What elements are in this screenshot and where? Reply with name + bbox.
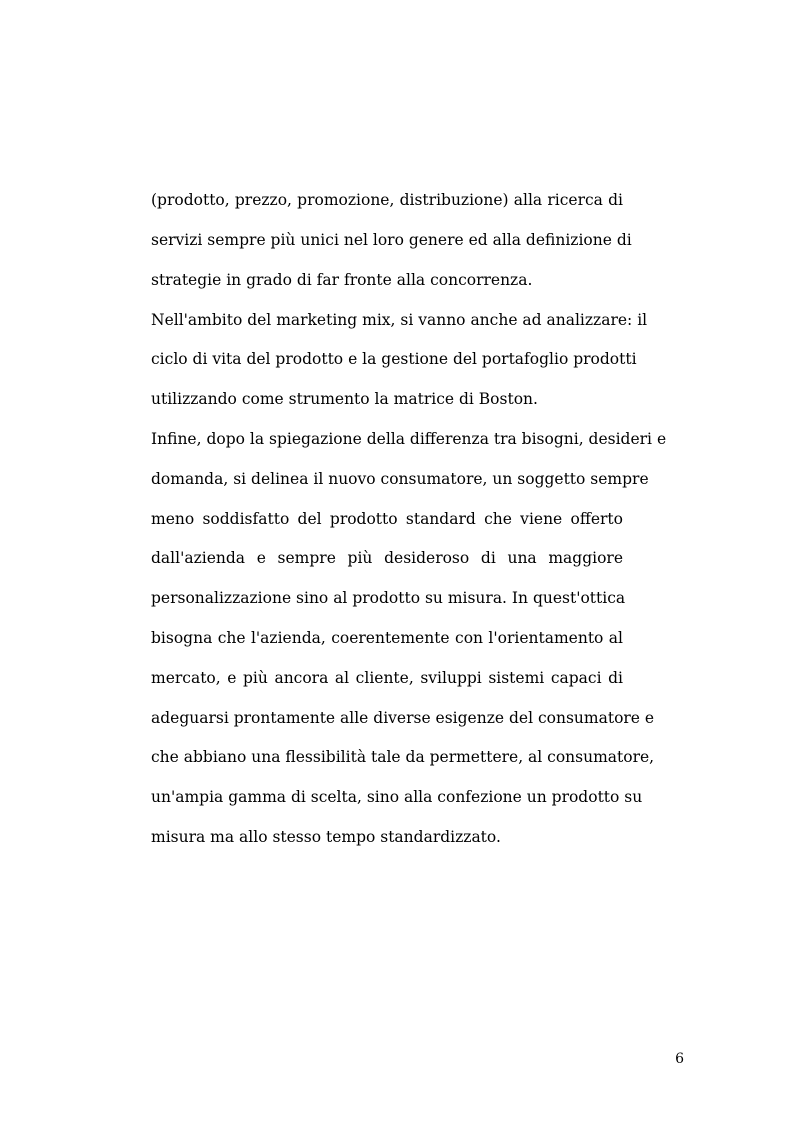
text-line: strategie in grado di far fronte alla concorrenza. bbox=[151, 271, 533, 289]
text-line: che abbiano una flessibilità tale da permettere, al consumatore, bbox=[151, 748, 655, 766]
text-line: bisogna che l'azienda, coerentemente con l'orientamento al bbox=[151, 629, 623, 647]
text-line: mercato, e più ancora al cliente, sviluppi sistemi capaci di bbox=[151, 669, 623, 687]
text-line: adeguarsi prontamente alle diverse esigenze del consumatore e bbox=[151, 709, 655, 727]
text-line: utilizzando come strumento la matrice di Boston. bbox=[151, 390, 538, 408]
text-line: ciclo di vita del prodotto e la gestione del portafoglio prodotti bbox=[151, 350, 637, 368]
text-line: domanda, si delinea il nuovo consumatore, un soggetto sempre bbox=[151, 470, 649, 488]
text-line: Nell'ambito del marketing mix, si vanno anche ad analizzare: il bbox=[151, 311, 648, 329]
text-line: (prodotto, prezzo, promozione, distribuzione) alla ricerca di bbox=[151, 191, 623, 209]
text-line: misura ma allo stesso tempo standardizzato. bbox=[151, 828, 501, 846]
text-line: servizi sempre più unici nel loro genere ed alla definizione di bbox=[151, 231, 632, 249]
text-line: un'ampia gamma di scelta, sino alla confezione un prodotto su bbox=[151, 788, 643, 806]
text-line: meno soddisfatto del prodotto standard che viene offerto bbox=[151, 510, 623, 528]
text-line: personalizzazione sino al prodotto su misura. In quest'ottica bbox=[151, 589, 626, 607]
page-number: 6 bbox=[675, 1051, 684, 1067]
text-line: dall'azienda e sempre più desideroso di una maggiore bbox=[151, 549, 623, 567]
text-line: Infine, dopo la spiegazione della differenza tra bisogni, desideri e bbox=[151, 430, 667, 448]
